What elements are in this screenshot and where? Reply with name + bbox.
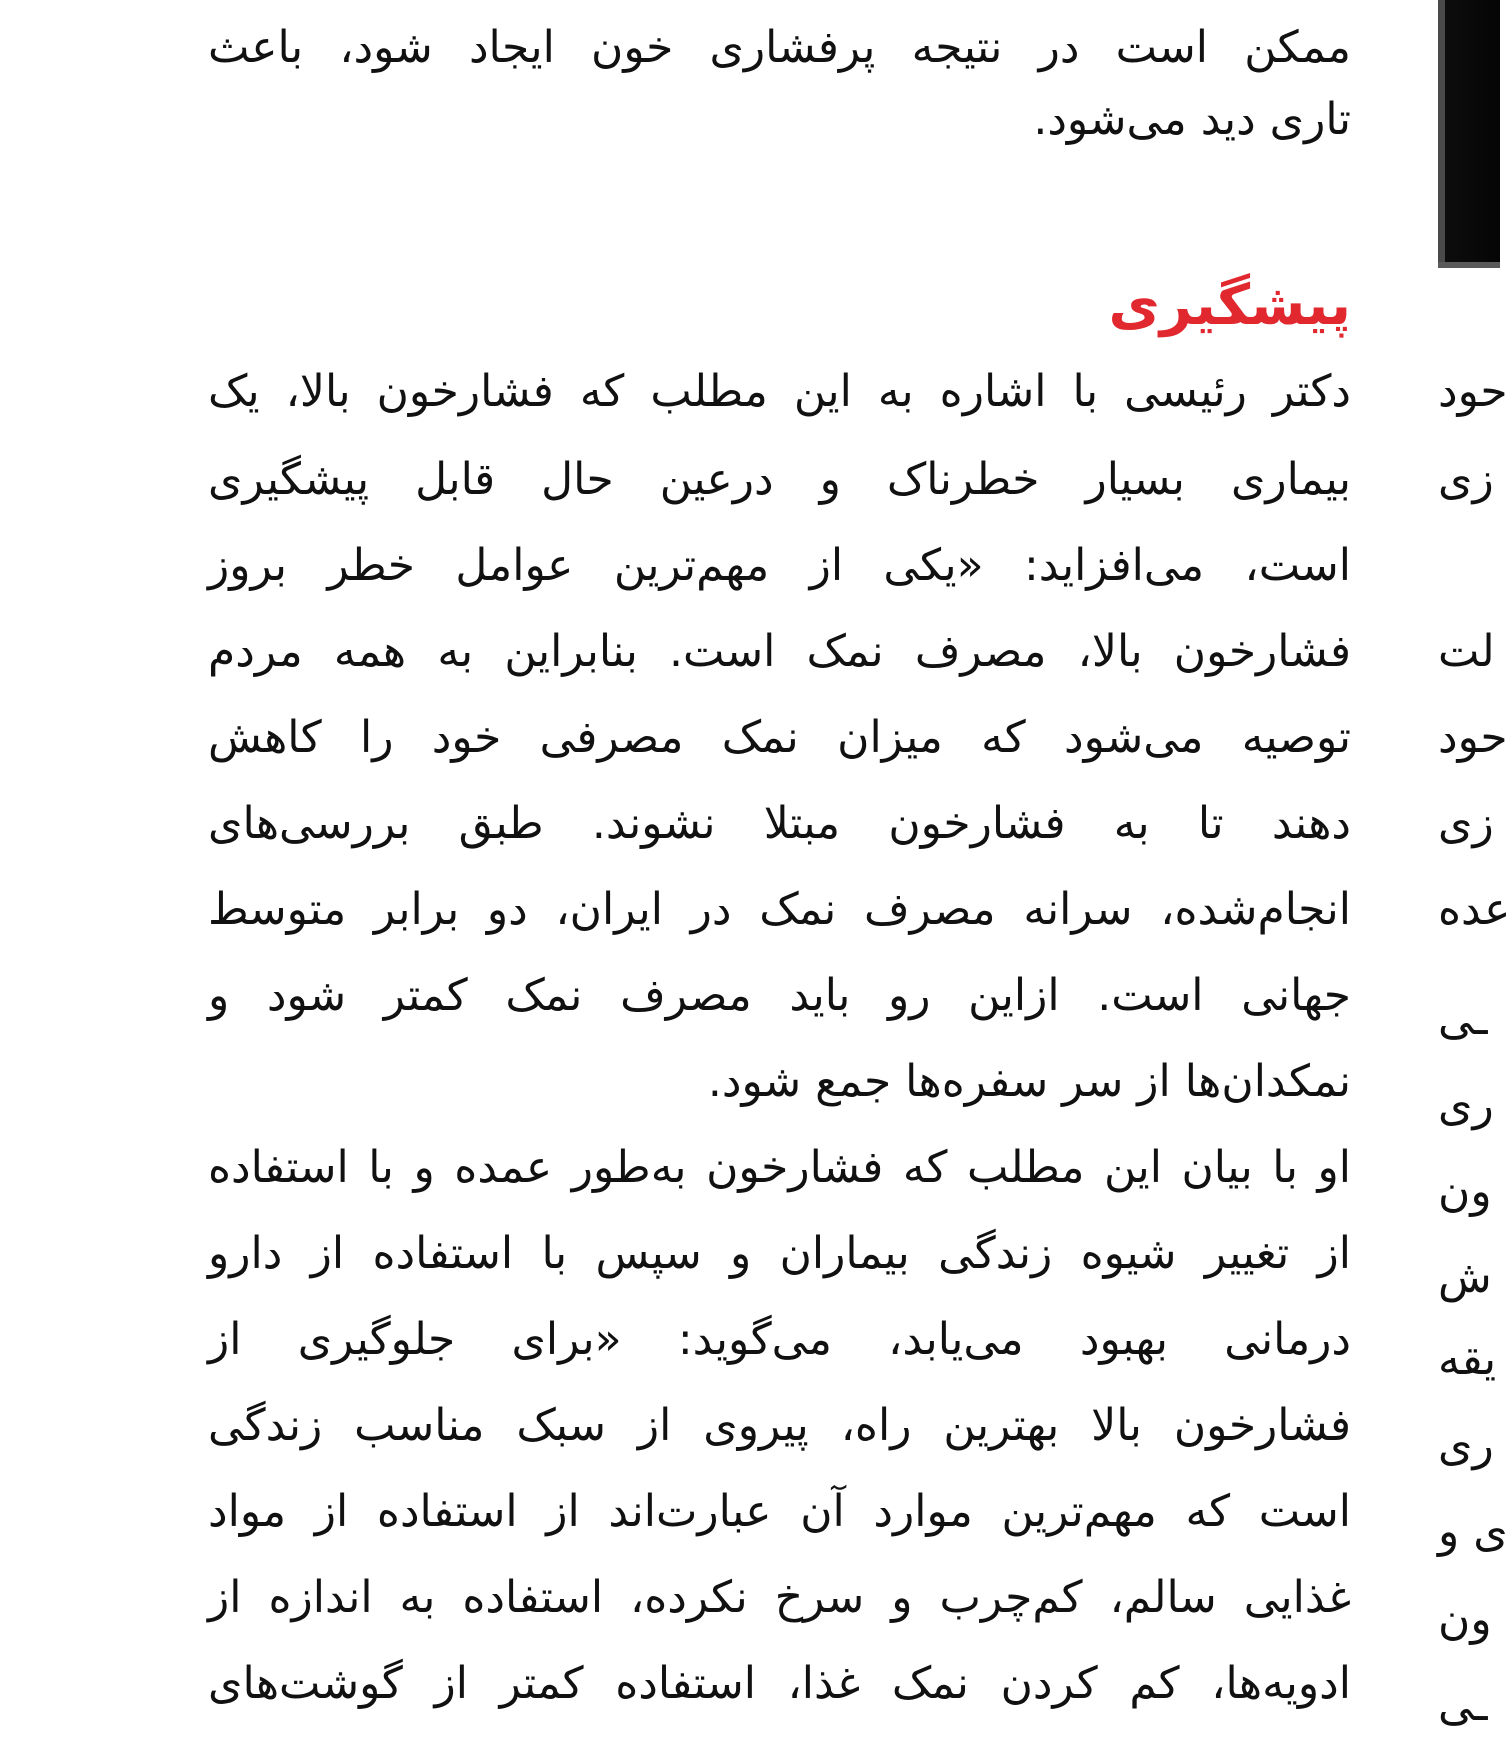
paragraph-line: انجام‌شده، سرانه مصرف نمک در ایران، دو برابر متوسط	[208, 884, 1351, 935]
paragraph-line: غذایی سالم، کم‌چرب و سرخ نکرده، استفاده به اندازه از	[208, 1572, 1351, 1623]
adjacent-line-fragment: ری	[1438, 1080, 1494, 1131]
paragraph-line: ادویه‌ها، کم کردن نمک غذا، استفاده کمتر از گوشت‌های	[208, 1658, 1351, 1709]
paragraph-line: از تغییر شیوه زندگی بیماران و سپس با استفاده از دارو	[208, 1228, 1351, 1279]
adjacent-line-fragment: ش	[1438, 1252, 1492, 1303]
adjacent-line-fragment: زی	[1438, 454, 1494, 505]
adjacent-column-fragments	[1438, 0, 1510, 1748]
paragraph-line: بیماری بسیار خطرناک و درعین حال قابل پیشگیری	[208, 454, 1351, 505]
paragraph-line: فشارخون بالا، مصرف نمک است. بنابراین به همه مردم	[208, 626, 1351, 677]
paragraph-line: نمکدان‌ها از سر سفره‌ها جمع شود.	[707, 1056, 1351, 1107]
adjacent-line-fragment: ی و	[1438, 1506, 1508, 1557]
paragraph-line: او با بیان این مطلب که فشارخون به‌طور عمده و با استفاده	[208, 1142, 1351, 1193]
adjacent-line-fragment: حود	[1438, 366, 1508, 417]
paragraph-line: توصیه می‌شود که میزان نمک مصرفی خود را کاهش	[208, 712, 1351, 763]
intro-line: ممکن است در نتیجه پرفشاری خون ایجاد شود، باعث	[208, 22, 1351, 73]
paragraph-line: دکتر رئیسی با اشاره به این مطلب که فشارخون بالا، یک	[208, 366, 1351, 417]
adjacent-line-fragment: ـی	[1438, 994, 1488, 1045]
adjacent-line-fragment: زی	[1438, 798, 1494, 849]
intro-line: تاری دید می‌شود.	[1033, 94, 1351, 145]
adjacent-line-fragment: ـی	[1438, 1680, 1488, 1731]
adjacent-line-fragment: لت	[1438, 626, 1495, 677]
paragraph-line: دهند تا به فشارخون مبتلا نشوند. طبق بررسی‌های	[208, 798, 1351, 849]
paragraph-line: جهانی است. ازاین رو باید مصرف نمک کمتر شود و	[208, 970, 1351, 1021]
adjacent-line-fragment: ری	[1438, 1420, 1494, 1471]
article-column	[208, 0, 1351, 1748]
adjacent-line-fragment: عده	[1438, 884, 1510, 935]
paragraph-line: درمانی بهبود می‌یابد، می‌گوید: «برای جلوگیری از	[208, 1314, 1351, 1365]
paragraph-line: فشارخون بالا بهترین راه، پیروی از سبک مناسب زندگی	[208, 1400, 1351, 1451]
adjacent-line-fragment: حود	[1438, 712, 1508, 763]
paragraph-line: است که مهم‌ترین موارد آن عبارت‌اند از استفاده از مواد	[208, 1486, 1351, 1537]
paragraph-line: است، می‌افزاید: «یکی از مهم‌ترین عوامل خطر بروز	[208, 540, 1351, 591]
adjacent-line-fragment: ون	[1438, 1594, 1492, 1645]
adjacent-line-fragment: یقه	[1438, 1334, 1497, 1385]
adjacent-line-fragment: ون	[1438, 1166, 1492, 1217]
section-heading: پیشگیری	[1108, 273, 1351, 338]
